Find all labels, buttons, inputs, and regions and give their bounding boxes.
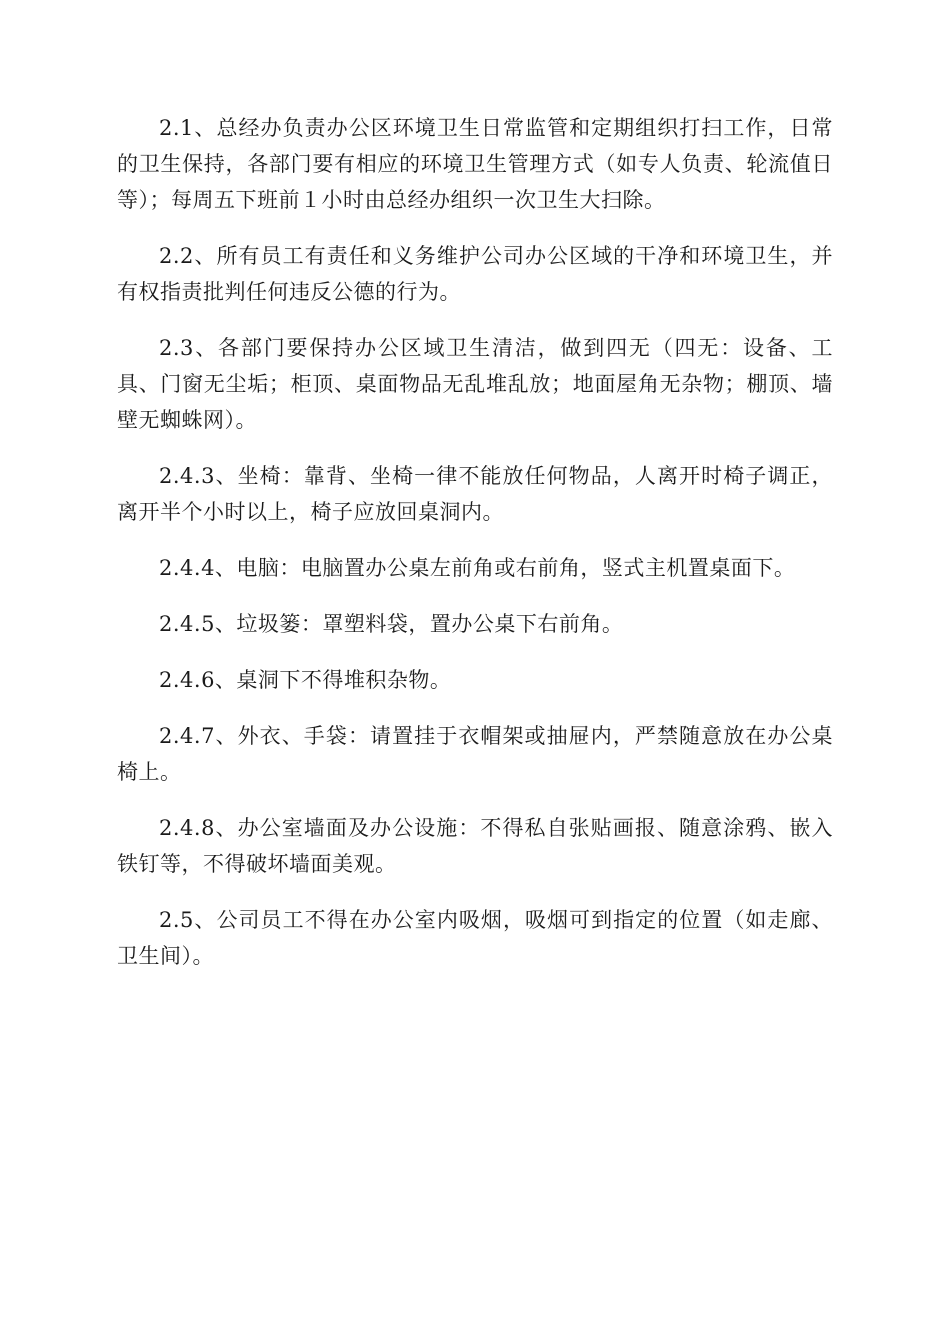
paragraph-2-1: 2.1、总经办负责办公区环境卫生日常监管和定期组织打扫工作，日常的卫生保持，各部门要有相应的环境卫生管理方式（如专人负责、轮流值日等）；每周五下班前１小时由总经办组织一次卫生大扫除。 — [117, 116, 833, 212]
paragraph-2-5: 2.5、公司员工不得在办公室内吸烟，吸烟可到指定的位置（如走廊、卫生间）。 — [117, 908, 833, 968]
paragraph-2-3: 2.3、各部门要保持办公区域卫生清洁，做到四无（四无：设备、工具、门窗无尘垢；柜顶、桌面物品无乱堆乱放；地面屋角无杂物；棚顶、墙壁无蜘蛛网）。 — [117, 336, 833, 432]
paragraph-2-4-6: 2.4.6、桌洞下不得堆积杂物。 — [159, 668, 452, 692]
paragraph-2-2: 2.2、所有员工有责任和义务维护公司办公区域的干净和环境卫生，并有权指责批判任何违反公德的行为。 — [117, 244, 833, 304]
paragraph-2-4-4: 2.4.4、电脑：电脑置办公桌左前角或右前角，竖式主机置桌面下。 — [159, 556, 796, 580]
paragraph-2-4-3: 2.4.3、坐椅：靠背、坐椅一律不能放任何物品，人离开时椅子调正，离开半个小时以上，椅子应放回桌洞内。 — [117, 464, 833, 524]
paragraph-2-4-8: 2.4.8、办公室墙面及办公设施：不得私自张贴画报、随意涂鸦、嵌入铁钉等，不得破坏墙面美观。 — [117, 816, 833, 876]
paragraph-2-4-7: 2.4.7、外衣、手袋：请置挂于衣帽架或抽屉内，严禁随意放在办公桌椅上。 — [117, 724, 833, 784]
document-body — [117, 110, 833, 994]
paragraph-2-4-5: 2.4.5、垃圾篓：罩塑料袋，置办公桌下右前角。 — [159, 612, 624, 636]
